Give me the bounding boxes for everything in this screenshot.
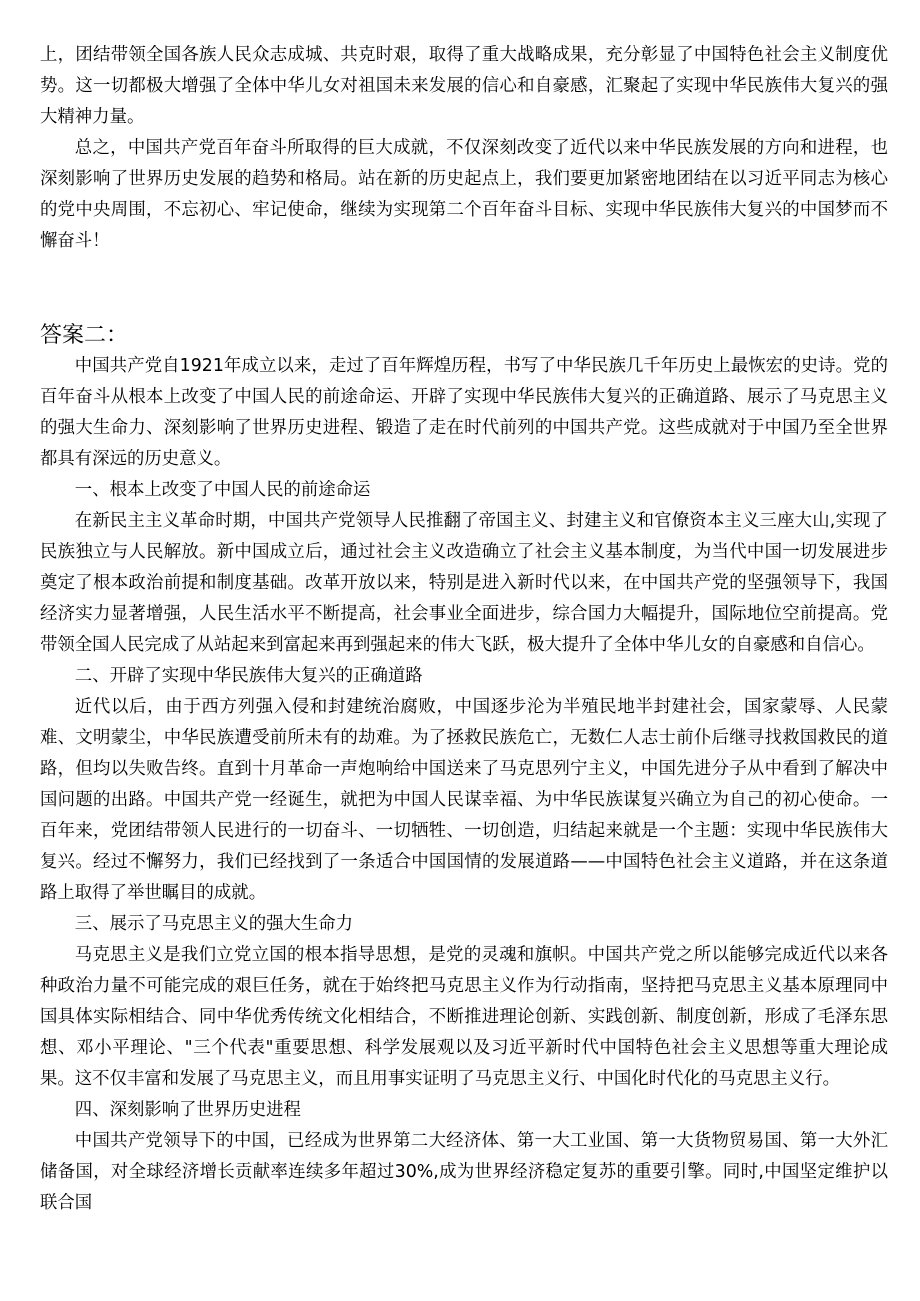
section-heading-1: 一、根本上改变了中国人民的前途命运 [74, 480, 371, 500]
section-gap [40, 257, 888, 321]
section-heading-2: 二、开辟了实现中华民族伟大复兴的正确道路 [74, 666, 423, 686]
section-body-1: 在新民主主义革命时期，中国共产党领导人民推翻了帝国主义、封建主义和官僚资本主义三座大山,实现了民族独立与人民解放。新中国成立后，通过社会主义改造确立了社会主义基本制度，为当代中国一切发展进步奠定了根本政治前提和制度基础。改革开放以来，特别是进入新时代以来，在中国共产党的坚强领导下，我国经济实力显著增强，人民生活水平不断提高，社会事业全面进步，综合国力大幅提升，国际地位空前提高。党带领全国人民完成了从站起来到富起来再到强起来的伟大飞跃，极大提升了全体中华儿女的自豪感和自信心。 [40, 511, 888, 655]
section-heading-3: 三、展示了马克思主义的强大生命力 [74, 914, 354, 934]
paragraph-continuation: 上，团结带领全国各族人民众志成城、共克时艰，取得了重大战略成果，充分彰显了中国特色社会主义制度优势。这一切都极大增强了全体中华儿女对祖国未来发展的信心和自豪感，汇聚起了实现中华民族伟大复兴的强大精神力量。 [40, 45, 888, 127]
paragraph-intro: 中国共产党自1921年成立以来，走过了百年辉煌历程，书写了中华民族几千年历史上最恢宏的史诗。党的百年奋斗从根本上改变了中国人民的前途命运、开辟了实现中华民族伟大复兴的正确道路、展示了马克思主义的强大生命力、深刻影响了世界历史进程、锻造了走在时代前列的中国共产党。这些成就对于中国乃至全世界都具有深远的历史意义。 [40, 356, 888, 469]
document-page [40, 40, 888, 1219]
answer-title: 答案二： [40, 323, 129, 348]
section-heading-4: 四、深刻影响了世界历史进程 [74, 1100, 301, 1120]
section-body-2: 近代以后，由于西方列强入侵和封建统治腐败，中国逐步沦为半殖民地半封建社会，国家蒙辱、人民蒙难、文明蒙尘，中华民族遭受前所未有的劫难。为了拯救民族危亡，无数仁人志士前仆后继寻找救国救民的道路，但均以失败告终。直到十月革命一声炮响给中国送来了马克思列宁主义，中国先进分子从中看到了解决中国问题的出路。中国共产党一经诞生，就把为中国人民谋幸福、为中华民族谋复兴确立为自己的初心使命。一百年来，党团结带领人民进行的一切奋斗、一切牺牲、一切创造，归结起来就是一个主题：实现中华民族伟大复兴。经过不懈努力，我们已经找到了一条适合中国国情的发展道路——中国特色社会主义道路，并在这条道路上取得了举世瞩目的成就。 [40, 697, 888, 903]
section-body-4: 中国共产党领导下的中国，已经成为世界第二大经济体、第一大工业国、第一大货物贸易国、第一大外汇储备国，对全球经济增长贡献率连续多年超过30%,成为世界经济稳定复苏的重要引擎。同时,中国坚定维护以联合国 [40, 1131, 888, 1213]
section-body-3: 马克思主义是我们立党立国的根本指导思想，是党的灵魂和旗帜。中国共产党之所以能够完成近代以来各种政治力量不可能完成的艰巨任务，就在于始终把马克思主义作为行动指南，坚持把马克思主义基本原理同中国具体实际相结合、同中华优秀传统文化相结合，不断推进理论创新、实践创新、制度创新，形成了毛泽东思想、邓小平理论、"三个代表"重要思想、科学发展观以及习近平新时代中国特色社会主义思想等重大理论成果。这不仅丰富和发展了马克思主义，而且用事实证明了马克思主义行、中国化时代化的马克思主义行。 [40, 945, 888, 1089]
paragraph-conclusion: 总之，中国共产党百年奋斗所取得的巨大成就，不仅深刻改变了近代以来中华民族发展的方向和进程，也深刻影响了世界历史发展的趋势和格局。站在新的历史起点上，我们要更加紧密地团结在以习近平同志为核心的党中央周围，不忘初心、牢记使命，继续为实现第二个百年奋斗目标、实现中华民族伟大复兴的中国梦而不懈奋斗！ [40, 138, 888, 251]
